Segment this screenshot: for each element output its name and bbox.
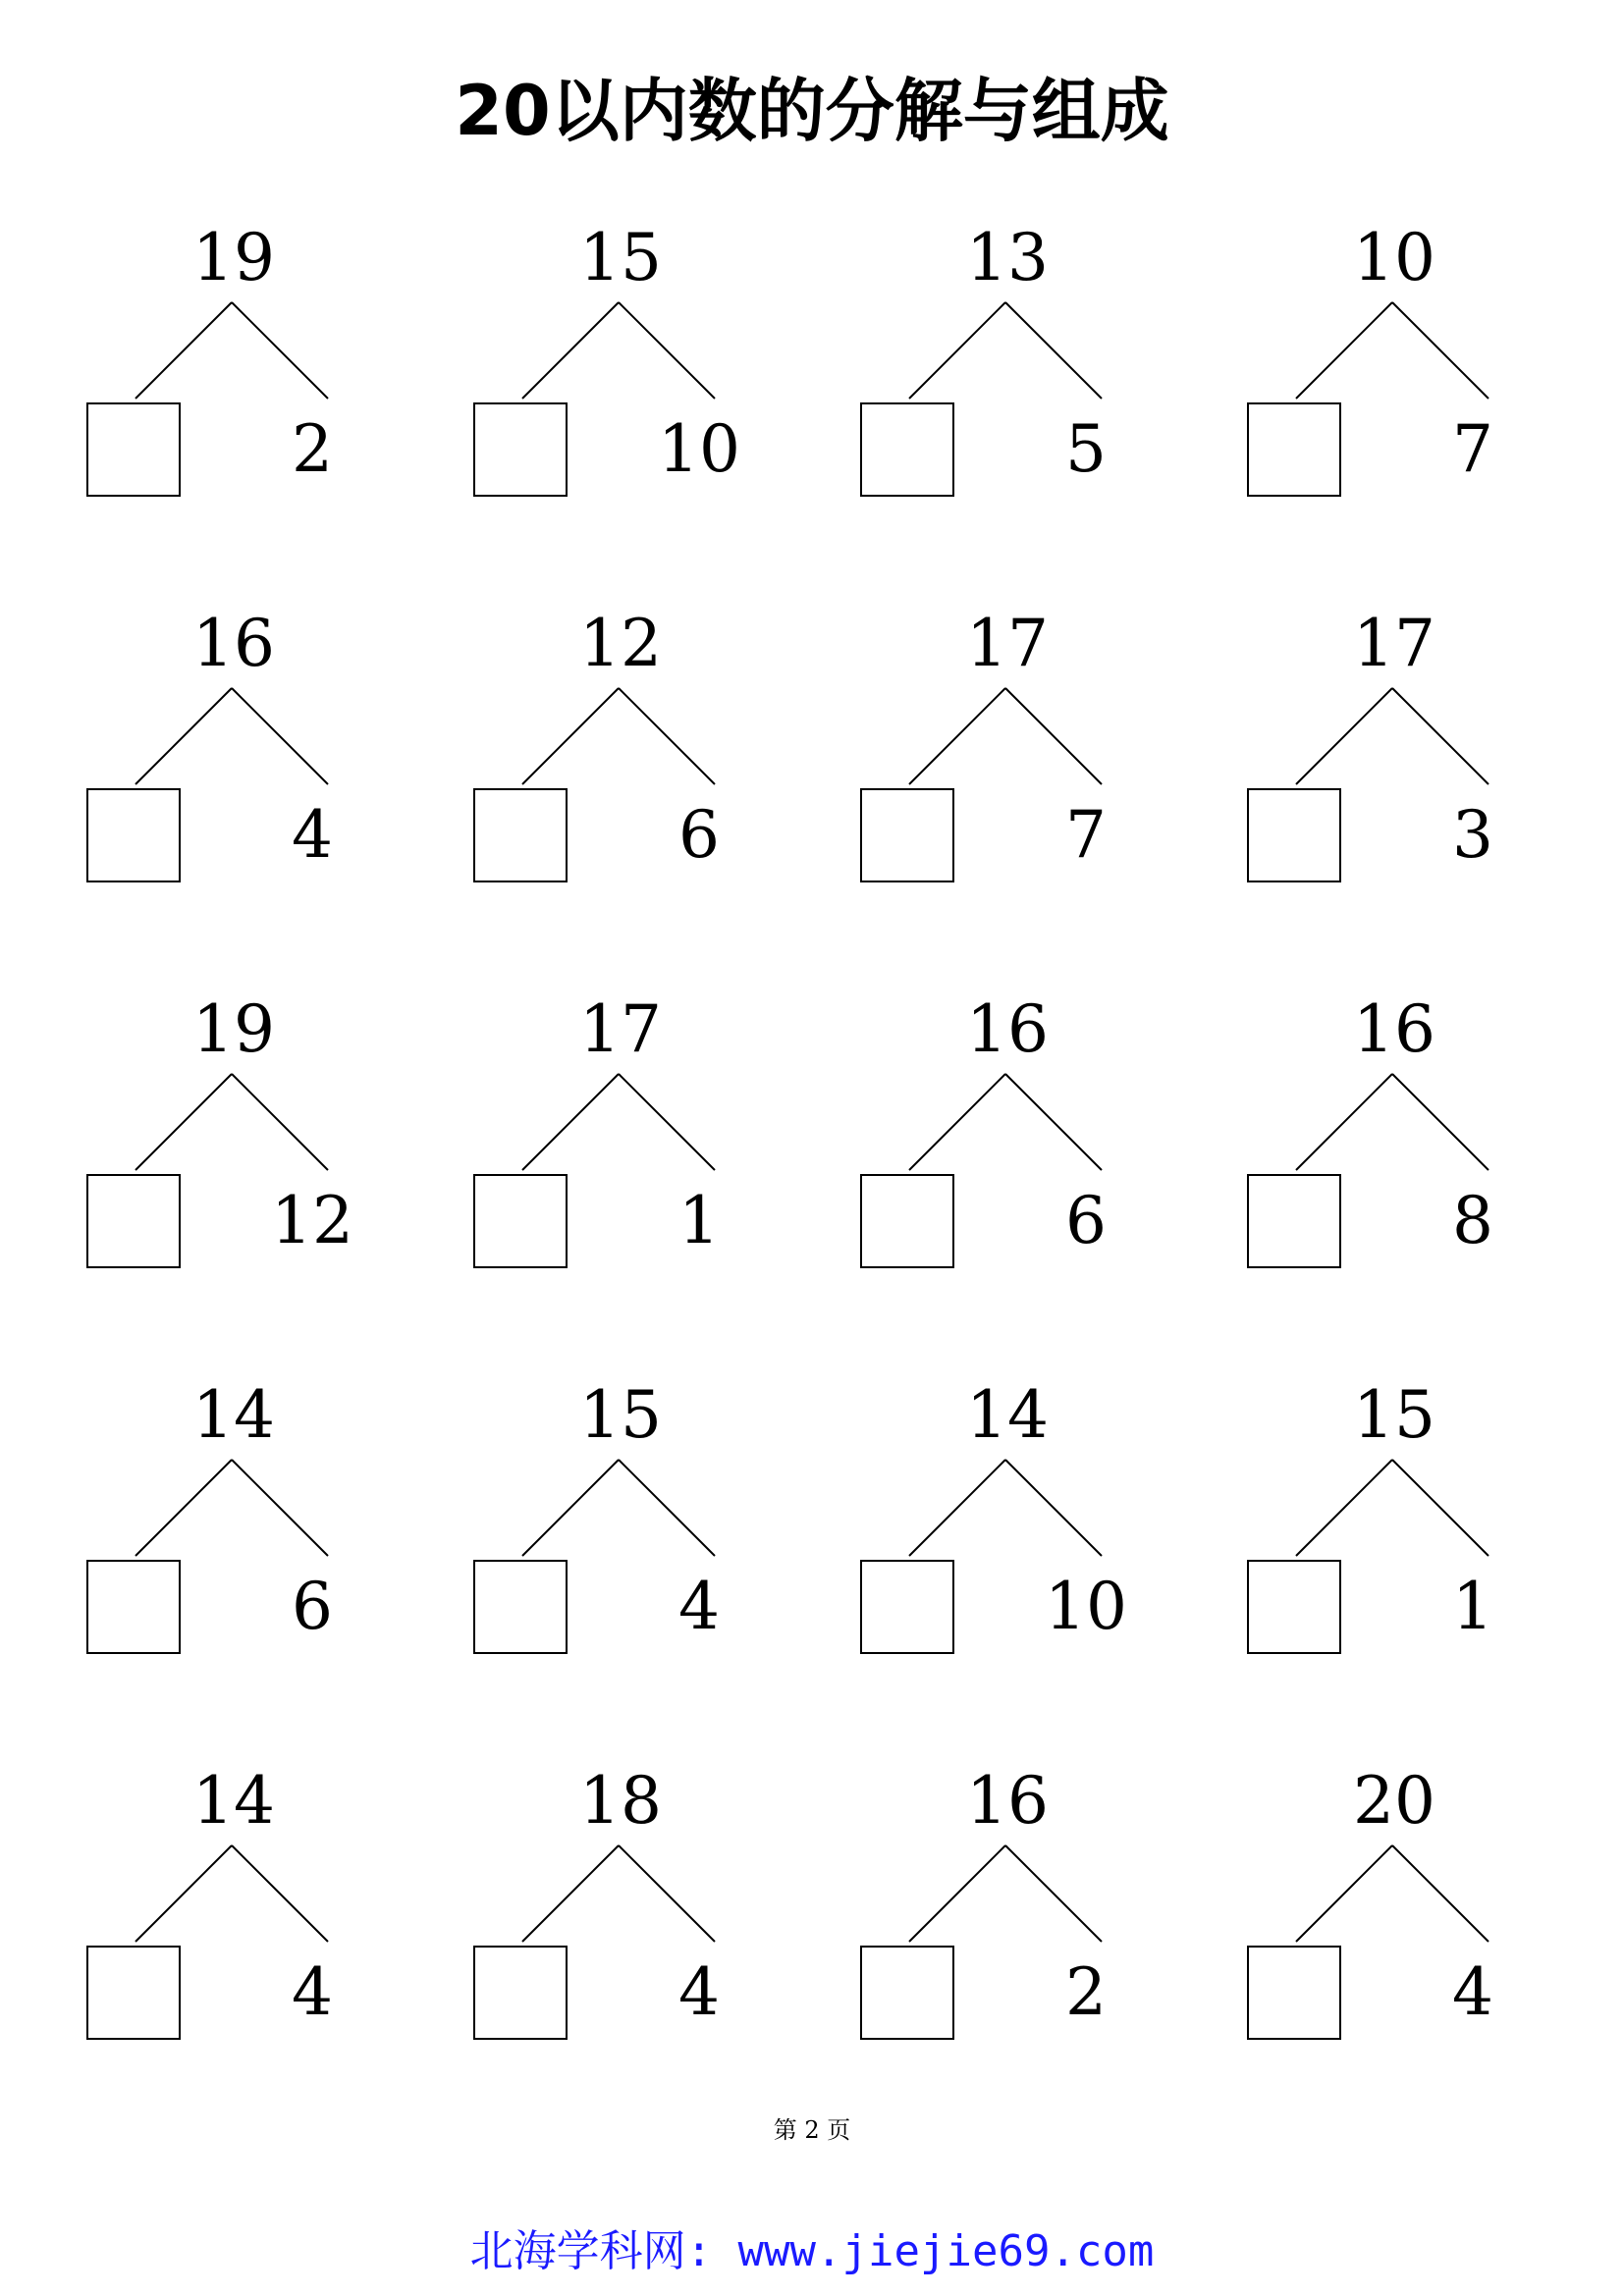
decomposition-problem <box>473 606 729 906</box>
left-branch-line <box>522 1074 619 1170</box>
total-number: 15 <box>579 1377 662 1453</box>
page-title: 20以内数的分解与组成 <box>455 71 1169 151</box>
answer-box[interactable] <box>86 788 181 882</box>
decomposition-problem <box>1247 606 1502 906</box>
right-branch-line <box>232 302 328 399</box>
left-branch-line <box>909 302 1005 399</box>
known-part-number: 4 <box>678 1569 720 1644</box>
left-branch-line <box>909 1460 1005 1556</box>
right-branch-line <box>619 1074 715 1170</box>
right-branch-line <box>232 1074 328 1170</box>
answer-box[interactable] <box>1247 1946 1341 2040</box>
total-number: 14 <box>192 1377 275 1453</box>
answer-box[interactable] <box>1247 1560 1341 1654</box>
known-part-number: 2 <box>1065 1954 1107 2030</box>
known-part-number: 4 <box>292 797 333 873</box>
decomposition-problem <box>86 991 353 1292</box>
known-part-number: 3 <box>1452 797 1493 873</box>
right-branch-line <box>619 302 715 399</box>
left-branch-line <box>1296 1074 1392 1170</box>
right-branch-line <box>619 1460 715 1556</box>
left-branch-line <box>522 688 619 784</box>
decomposition-problem <box>860 991 1115 1292</box>
decomposition-problem <box>1247 220 1502 520</box>
answer-box[interactable] <box>860 402 954 497</box>
total-number: 15 <box>579 220 662 295</box>
known-part-number: 2 <box>292 411 333 487</box>
answer-box[interactable] <box>860 1174 954 1268</box>
total-number: 16 <box>1353 991 1435 1067</box>
known-part-number: 10 <box>658 411 740 487</box>
answer-box[interactable] <box>1247 788 1341 882</box>
decomposition-problem <box>86 606 342 906</box>
decomposition-problem <box>860 220 1115 520</box>
total-number: 16 <box>966 1763 1049 1839</box>
right-branch-line <box>1392 1460 1489 1556</box>
total-number: 10 <box>1353 220 1435 295</box>
total-number: 15 <box>1353 1377 1435 1453</box>
total-number: 17 <box>966 606 1049 681</box>
left-branch-line <box>1296 1460 1392 1556</box>
decomposition-problem <box>86 220 342 520</box>
answer-box[interactable] <box>473 402 568 497</box>
answer-box[interactable] <box>473 788 568 882</box>
right-branch-line <box>1005 688 1102 784</box>
answer-box[interactable] <box>860 1946 954 2040</box>
answer-box[interactable] <box>860 788 954 882</box>
decomposition-problem <box>1247 1377 1502 1678</box>
watermark-text: 北海学科网: www.jiejie69.com <box>469 2226 1155 2276</box>
total-number: 17 <box>579 991 662 1067</box>
answer-box[interactable] <box>473 1946 568 2040</box>
left-branch-line <box>135 1460 232 1556</box>
decomposition-problem <box>860 1763 1115 2063</box>
left-branch-line <box>909 1845 1005 1942</box>
total-number: 20 <box>1353 1763 1435 1839</box>
right-branch-line <box>232 688 328 784</box>
answer-box[interactable] <box>86 1560 181 1654</box>
left-branch-line <box>135 688 232 784</box>
right-branch-line <box>1005 1460 1102 1556</box>
left-branch-line <box>909 1074 1005 1170</box>
total-number: 19 <box>192 220 275 295</box>
known-part-number: 4 <box>1452 1954 1493 2030</box>
known-part-number: 5 <box>1065 411 1107 487</box>
known-part-number: 6 <box>678 797 720 873</box>
decomposition-problem <box>860 1377 1127 1678</box>
right-branch-line <box>1392 1845 1489 1942</box>
right-branch-line <box>1005 302 1102 399</box>
total-number: 18 <box>579 1763 662 1839</box>
known-part-number: 8 <box>1452 1183 1493 1258</box>
left-branch-line <box>522 1845 619 1942</box>
answer-box[interactable] <box>473 1560 568 1654</box>
decomposition-problem <box>86 1763 342 2063</box>
answer-box[interactable] <box>86 402 181 497</box>
decomposition-problem <box>473 991 729 1292</box>
left-branch-line <box>135 1074 232 1170</box>
left-branch-line <box>135 302 232 399</box>
answer-box[interactable] <box>1247 402 1341 497</box>
total-number: 17 <box>1353 606 1435 681</box>
left-branch-line <box>522 302 619 399</box>
known-part-number: 6 <box>292 1569 333 1644</box>
decomposition-problem <box>1247 1763 1502 2063</box>
known-part-number: 7 <box>1065 797 1107 873</box>
right-branch-line <box>619 688 715 784</box>
decomposition-problem <box>473 1763 729 2063</box>
left-branch-line <box>909 688 1005 784</box>
total-number: 16 <box>966 991 1049 1067</box>
right-branch-line <box>619 1845 715 1942</box>
decomposition-problem <box>860 606 1115 906</box>
decomposition-problem <box>86 1377 342 1678</box>
total-number: 14 <box>966 1377 1049 1453</box>
right-branch-line <box>232 1845 328 1942</box>
left-branch-line <box>522 1460 619 1556</box>
right-branch-line <box>1005 1845 1102 1942</box>
answer-box[interactable] <box>86 1174 181 1268</box>
decomposition-problem <box>473 1377 729 1678</box>
known-part-number: 7 <box>1452 411 1493 487</box>
page-number: 第 2 页 <box>773 2116 851 2144</box>
answer-box[interactable] <box>860 1560 954 1654</box>
known-part-number: 1 <box>1452 1569 1493 1644</box>
right-branch-line <box>1392 688 1489 784</box>
total-number: 14 <box>192 1763 275 1839</box>
answer-box[interactable] <box>473 1174 568 1268</box>
total-number: 19 <box>192 991 275 1067</box>
decomposition-problem <box>473 220 740 520</box>
left-branch-line <box>1296 1845 1392 1942</box>
left-branch-line <box>135 1845 232 1942</box>
known-part-number: 10 <box>1045 1569 1127 1644</box>
answer-box[interactable] <box>86 1946 181 2040</box>
left-branch-line <box>1296 302 1392 399</box>
total-number: 16 <box>192 606 275 681</box>
left-branch-line <box>1296 688 1392 784</box>
decomposition-problem <box>1247 991 1502 1292</box>
known-part-number: 12 <box>271 1183 353 1258</box>
total-number: 12 <box>579 606 662 681</box>
right-branch-line <box>1392 302 1489 399</box>
right-branch-line <box>232 1460 328 1556</box>
right-branch-line <box>1005 1074 1102 1170</box>
known-part-number: 6 <box>1065 1183 1107 1258</box>
right-branch-line <box>1392 1074 1489 1170</box>
answer-box[interactable] <box>1247 1174 1341 1268</box>
known-part-number: 4 <box>678 1954 720 2030</box>
known-part-number: 1 <box>678 1183 720 1258</box>
known-part-number: 4 <box>292 1954 333 2030</box>
total-number: 13 <box>966 220 1049 295</box>
